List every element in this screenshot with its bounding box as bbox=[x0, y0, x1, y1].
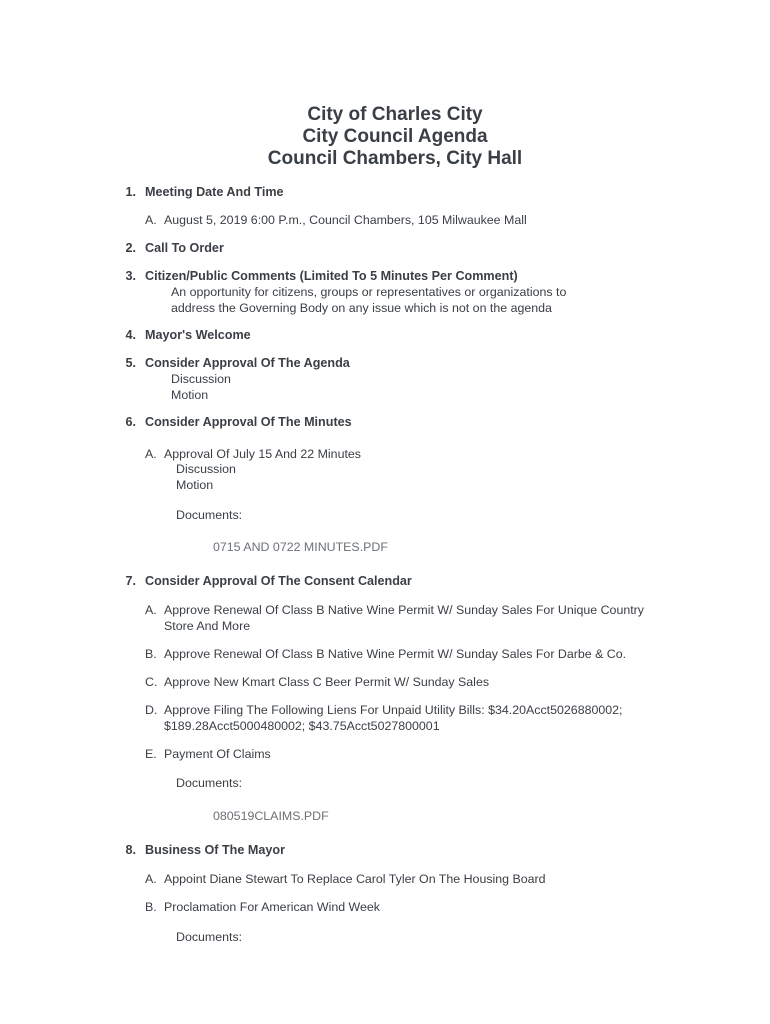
item-number: 6. bbox=[125, 415, 136, 429]
documents-label: Documents: bbox=[176, 776, 243, 790]
subitem-text: Approval Of July 15 And 22 Minutes bbox=[164, 447, 361, 461]
item-number: 1. bbox=[125, 185, 136, 199]
subitem-text: Approve Renewal Of Class B Native Wine Permit W/ Sunday Sales For Darbe & Co. bbox=[164, 647, 627, 661]
subitem-text: Approve Filing The Following Liens For Unpaid Utility Bills: $34.20Acct5026880002; bbox=[164, 703, 623, 717]
subitem-text-continued: $189.28Acct5000480002; $43.75Acct5027800001 bbox=[164, 719, 440, 733]
title-agenda: City Council Agenda bbox=[302, 126, 488, 147]
subitem-note: Motion bbox=[176, 478, 214, 492]
item-number: 2. bbox=[125, 241, 136, 255]
item-description: An opportunity for citizens, groups or representatives or organizations to bbox=[171, 285, 567, 299]
subitem-letter: A. bbox=[145, 872, 157, 886]
subitem-text: Proclamation For American Wind Week bbox=[164, 900, 380, 914]
title-location: Council Chambers, City Hall bbox=[267, 148, 523, 169]
item-heading: Citizen/Public Comments (Limited To 5 Minutes Per Comment) bbox=[145, 269, 518, 283]
subitem-text: August 5, 2019 6:00 P.m., Council Chambers, 105 Milwaukee Mall bbox=[164, 213, 527, 227]
item-note: Motion bbox=[171, 388, 209, 402]
documents-label: Documents: bbox=[176, 930, 243, 944]
item-heading: Call To Order bbox=[145, 241, 224, 255]
subitem-letter: C. bbox=[145, 675, 158, 689]
subitem-text: Approve New Kmart Class C Beer Permit W/ Sunday Sales bbox=[164, 675, 490, 689]
documents-label: Documents: bbox=[176, 508, 243, 522]
item-number: 7. bbox=[125, 574, 136, 588]
subitem-letter: B. bbox=[145, 647, 157, 661]
item-heading: Meeting Date And Time bbox=[145, 185, 284, 199]
item-heading: Mayor's Welcome bbox=[145, 328, 251, 342]
item-number: 8. bbox=[125, 843, 136, 857]
subitem-text: Appoint Diane Stewart To Replace Carol Tyler On The Housing Board bbox=[164, 872, 546, 886]
subitem-note: Discussion bbox=[176, 462, 236, 476]
item-description: address the Governing Body on any issue which is not on the agenda bbox=[171, 301, 552, 315]
item-heading: Consider Approval Of The Agenda bbox=[145, 356, 350, 370]
document-link[interactable]: 0715 AND 0722 MINUTES.PDF bbox=[213, 540, 388, 554]
subitem-text: Approve Renewal Of Class B Native Wine Permit W/ Sunday Sales For Unique Country bbox=[164, 603, 644, 617]
subitem-letter: B. bbox=[145, 900, 157, 914]
subitem-letter: A. bbox=[145, 447, 157, 461]
subitem-letter: D. bbox=[145, 703, 158, 717]
subitem-text: Payment Of Claims bbox=[164, 747, 271, 761]
subitem-text-continued: Store And More bbox=[164, 619, 251, 633]
subitem-letter: E. bbox=[145, 747, 157, 761]
agenda-title bbox=[0, 104, 770, 170]
item-number: 3. bbox=[125, 269, 136, 283]
item-heading: Business Of The Mayor bbox=[145, 843, 285, 857]
item-number: 4. bbox=[125, 328, 136, 342]
item-heading: Consider Approval Of The Consent Calendar bbox=[145, 574, 412, 588]
title-city: City of Charles City bbox=[307, 104, 483, 125]
item-heading: Consider Approval Of The Minutes bbox=[145, 415, 352, 429]
item-number: 5. bbox=[125, 356, 136, 370]
subitem-letter: A. bbox=[145, 213, 157, 227]
subitem-letter: A. bbox=[145, 603, 157, 617]
item-note: Discussion bbox=[171, 372, 231, 386]
document-link[interactable]: 080519CLAIMS.PDF bbox=[213, 809, 329, 823]
